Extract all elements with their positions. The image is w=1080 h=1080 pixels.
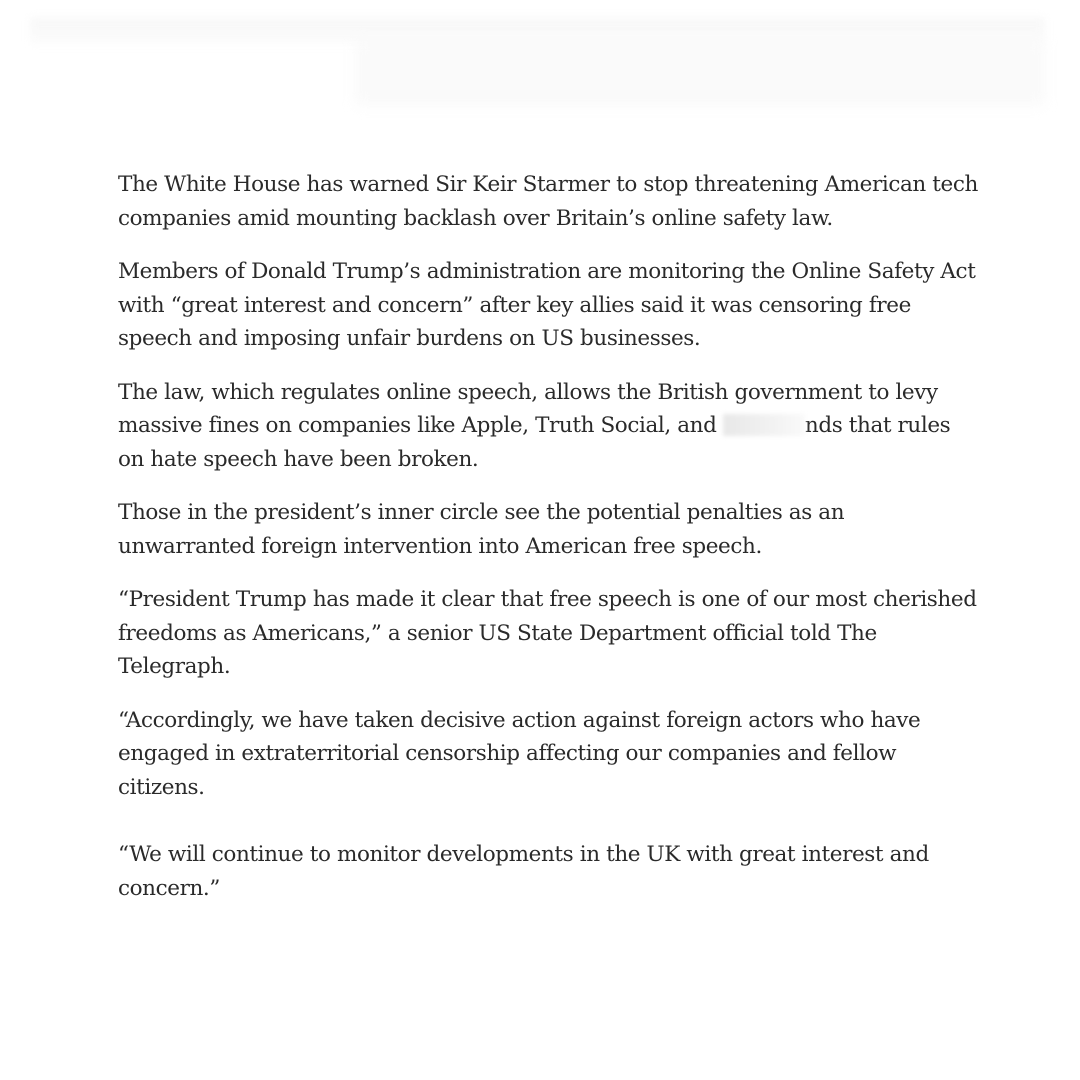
paragraph-1: The White House has warned Sir Keir Starmer to stop threatening American tech companies amid mounting backlash over Britain’s online safety law. [118, 172, 978, 231]
paragraph-2: Members of Donald Trump’s administration are monitoring the Online Safety Act with “great interest and concern” after key allies said it was censoring free speech and imposing unfair burdens on US businesses. [118, 259, 976, 351]
paragraph-3 [118, 376, 978, 477]
paragraph-6: “Accordingly, we have taken decisive action against foreign actors who have engaged in extraterritorial censorship affecting our companies and fellow citizens. [118, 707, 921, 800]
blurred-header-block [355, 40, 1045, 106]
paragraph-3-start: The law, which regulates online speech, allows the British government to levy massive fines on companies like Apple, Truth Social, and [118, 379, 938, 438]
paragraph-7: “We will continue to monitor developments in the UK with great interest and concern.” [118, 842, 929, 901]
paragraph-5: “President Trump has made it clear that free speech is one of our most cherished freedoms as Americans,” a senior US State Department official told The Telegraph. [118, 587, 977, 679]
paragraph-3-end: nds that rules on hate speech have been broken. [118, 413, 951, 472]
article-body [118, 168, 978, 925]
redacted-text-blur [723, 414, 805, 436]
paragraph-4: Those in the president’s inner circle see the potential penalties as an unwarranted foreign intervention into American free speech. [118, 500, 845, 559]
